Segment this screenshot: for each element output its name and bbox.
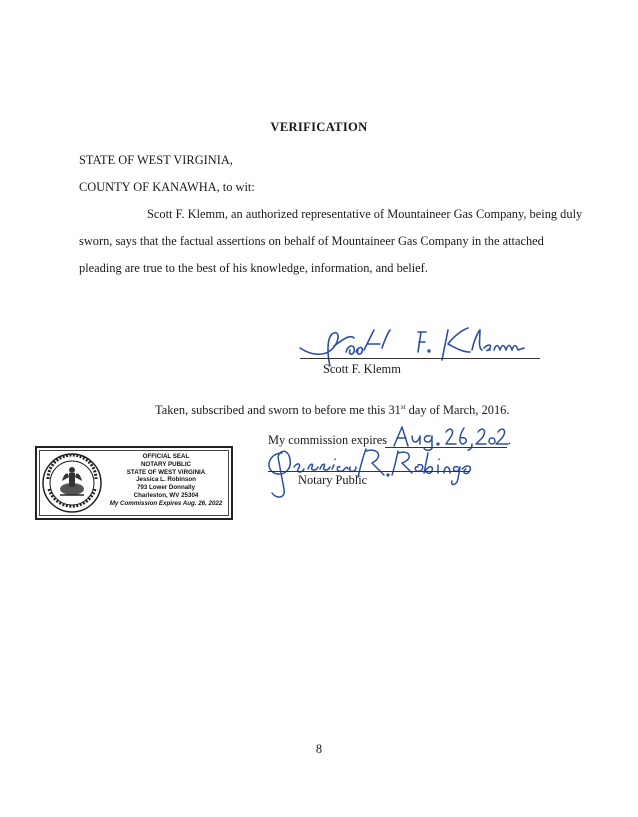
sworn-after-text: day of March, 2016. — [405, 403, 510, 417]
signature-line — [300, 358, 540, 359]
official-notary-seal — [35, 446, 233, 520]
paragraph-line-1: Scott F. Klemm, an authorized representative of Mountaineer Gas Company, being duly — [147, 207, 583, 221]
notary-signature — [262, 445, 477, 501]
paragraph-line-3: pleading are true to the best of his knowledge, information, and belief. — [79, 261, 428, 275]
sworn-superscript: st — [400, 403, 406, 411]
seal-text — [103, 453, 229, 508]
notary-label: Notary Public — [298, 473, 368, 487]
page-number: 8 — [315, 742, 323, 756]
commission-period: . — [508, 433, 512, 447]
state-line: STATE OF WEST VIRGINIA, — [79, 153, 233, 167]
commission-label: My commission expires — [268, 433, 388, 447]
document-title: VERIFICATION — [270, 120, 368, 134]
seal-line-1: OFFICIAL SEAL — [142, 453, 190, 460]
signer-name: Scott F. Klemm — [323, 362, 401, 376]
notary-signature-line — [268, 471, 470, 472]
seal-line-4: Jessica L. Robinson — [136, 476, 196, 484]
seal-line-5: 793 Lower Donnally — [136, 484, 196, 492]
county-line: COUNTY OF KANAWHA, to wit: — [79, 180, 255, 194]
seal-line-2: NOTARY PUBLIC — [140, 460, 192, 468]
sworn-statement — [155, 404, 509, 416]
seal-line-6: Charleston, WV 25304 — [133, 491, 199, 499]
seal-line-3: STATE OF WEST VIRGINIA — [126, 468, 206, 476]
paragraph-line-2: sworn, says that the factual assertions on behalf of Mountaineer Gas Company in the attached — [79, 234, 544, 248]
seal-line-7: My Commission Expires Aug. 26, 2022 — [109, 499, 223, 507]
west-virginia-state-seal-icon — [40, 451, 104, 515]
sworn-before-text: Taken, subscribed and sworn to before me this 31 — [155, 403, 401, 417]
